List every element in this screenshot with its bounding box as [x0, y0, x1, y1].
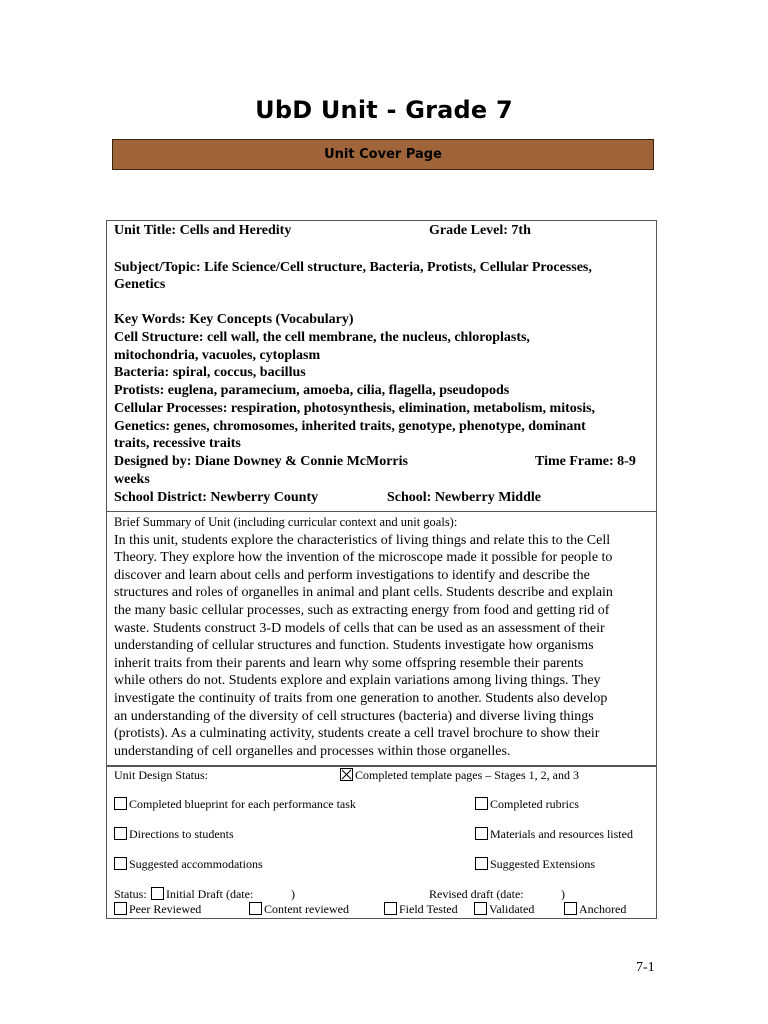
- accommodations-item: [114, 857, 263, 871]
- content-reviewed-label: Content reviewed: [264, 902, 349, 916]
- content-reviewed-item: [249, 902, 349, 916]
- genetics-cont: traits, recessive traits: [114, 436, 241, 451]
- summary-line: structures and roles of organelles in animal and plant cells. Students describe and explain: [114, 585, 613, 601]
- revised-draft-close: ): [561, 887, 565, 901]
- page-number: 7-1: [636, 960, 655, 975]
- unit-info-box: [106, 220, 657, 512]
- cell-structure-cont: mitochondria, vacuoles, cytoplasm: [114, 348, 321, 363]
- summary-line: discover and learn about cells and perform investigations to identify and describe the: [114, 567, 590, 583]
- unit-cover-banner: Unit Cover Page: [112, 139, 654, 170]
- status-label: Status:: [114, 887, 147, 901]
- revised-draft-label: Revised draft (date:: [429, 887, 524, 901]
- extensions-label: Suggested Extensions: [490, 857, 595, 871]
- completed-template-item: [340, 768, 579, 782]
- field-tested-checkbox[interactable]: [384, 902, 397, 915]
- school-district: School District: Newberry County: [114, 490, 319, 505]
- materials-checkbox[interactable]: [475, 827, 488, 840]
- cellular-processes: Cellular Processes: respiration, photosynthesis, elimination, metabolism, mitosis,: [114, 401, 596, 416]
- subject-topic-cont: Genetics: [114, 277, 166, 292]
- summary-line: In this unit, students explore the characteristics of living things and relate this to the Cell: [114, 532, 611, 548]
- anchored-checkbox[interactable]: [564, 902, 577, 915]
- time-frame: Time Frame: 8-9: [535, 454, 636, 469]
- key-words: Key Words: Key Concepts (Vocabulary): [114, 312, 354, 327]
- rubrics-checkbox[interactable]: [475, 797, 488, 810]
- rubrics-item: [475, 797, 579, 811]
- initial-draft-label: Initial Draft (date:: [166, 887, 254, 901]
- field-tested-label: Field Tested: [399, 902, 458, 916]
- blueprint-label: Completed blueprint for each performance task: [129, 797, 356, 811]
- summary-line: the many basic cellular processes, such as extracting energy from food and getting rid of: [114, 602, 610, 618]
- blueprint-checkbox[interactable]: [114, 797, 127, 810]
- unit-title: Unit Title: Cells and Heredity: [114, 223, 292, 238]
- school-name: School: Newberry Middle: [387, 490, 541, 505]
- cell-structure: Cell Structure: cell wall, the cell membrane, the nucleus, chloroplasts,: [114, 330, 530, 345]
- completed-template-label: Completed template pages – Stages 1, 2, and 3: [355, 768, 579, 782]
- summary-line: an understanding of the diversity of cell structures (bacteria) and diverse living things: [114, 708, 594, 724]
- materials-item: [475, 827, 633, 841]
- blueprint-item: [114, 797, 356, 811]
- accommodations-checkbox[interactable]: [114, 857, 127, 870]
- summary-heading: Brief Summary of Unit (including curricular context and unit goals):: [114, 515, 458, 529]
- anchored-label: Anchored: [579, 902, 627, 916]
- bacteria: Bacteria: spiral, coccus, bacillus: [114, 365, 306, 380]
- grade-level: Grade Level: 7th: [429, 223, 531, 238]
- peer-reviewed-item: [114, 902, 201, 916]
- content-reviewed-checkbox[interactable]: [249, 902, 262, 915]
- peer-reviewed-label: Peer Reviewed: [129, 902, 202, 916]
- designed-by: Designed by: Diane Downey & Connie McMorris: [114, 454, 408, 469]
- design-status-label: Unit Design Status:: [114, 768, 209, 782]
- completed-template-checkbox[interactable]: [340, 768, 353, 781]
- initial-draft-item: [151, 887, 253, 901]
- directions-label: Directions to students: [129, 827, 234, 841]
- initial-draft-close: ): [291, 887, 295, 901]
- page-title: UbD Unit - Grade 7: [255, 96, 513, 124]
- summary-box: [106, 512, 657, 766]
- subject-topic: Subject/Topic: Life Science/Cell structure, Bacteria, Protists, Cellular Processes,: [114, 260, 592, 275]
- peer-reviewed-checkbox[interactable]: [114, 902, 127, 915]
- summary-line: understanding of cellular structures and function. Students investigate how organisms: [114, 638, 594, 654]
- summary-line: Theory. They explore how the invention of the microscope made it possible for people to: [114, 550, 613, 566]
- anchored-item: [564, 902, 626, 916]
- summary-line: (protists). As a culminating activity, students create a cell travel brochure to show their: [114, 726, 600, 742]
- materials-label: Materials and resources listed: [490, 827, 633, 841]
- directions-checkbox[interactable]: [114, 827, 127, 840]
- initial-draft-checkbox[interactable]: [151, 887, 164, 900]
- extensions-checkbox[interactable]: [475, 857, 488, 870]
- validated-checkbox[interactable]: [474, 902, 487, 915]
- rubrics-label: Completed rubrics: [490, 797, 579, 811]
- summary-line: understanding of cell organelles and processes within those organelles.: [114, 743, 511, 759]
- validated-label: Validated: [489, 902, 535, 916]
- directions-item: [114, 827, 234, 841]
- extensions-item: [475, 857, 595, 871]
- accommodations-label: Suggested accommodations: [129, 857, 263, 871]
- design-status-box: [106, 766, 657, 919]
- summary-line: waste. Students construct 3-D models of cells that can be used as an assessment of their: [114, 620, 605, 636]
- field-tested-item: [384, 902, 458, 916]
- summary-line: inherit traits from their parents and learn why some offspring resemble their parents: [114, 655, 584, 671]
- time-frame-weeks: weeks: [114, 472, 150, 487]
- summary-body: [114, 532, 654, 761]
- protists: Protists: euglena, paramecium, amoeba, cilia, flagella, pseudopods: [114, 383, 510, 398]
- summary-section: [114, 514, 654, 760]
- genetics: Genetics: genes, chromosomes, inherited traits, genotype, phenotype, dominant: [114, 419, 586, 434]
- summary-line: while others do not. Students explore and explain variations among living things. They: [114, 673, 601, 689]
- validated-item: [474, 902, 534, 916]
- summary-line: investigate the continuity of traits from one generation to another. Students also develop: [114, 690, 608, 706]
